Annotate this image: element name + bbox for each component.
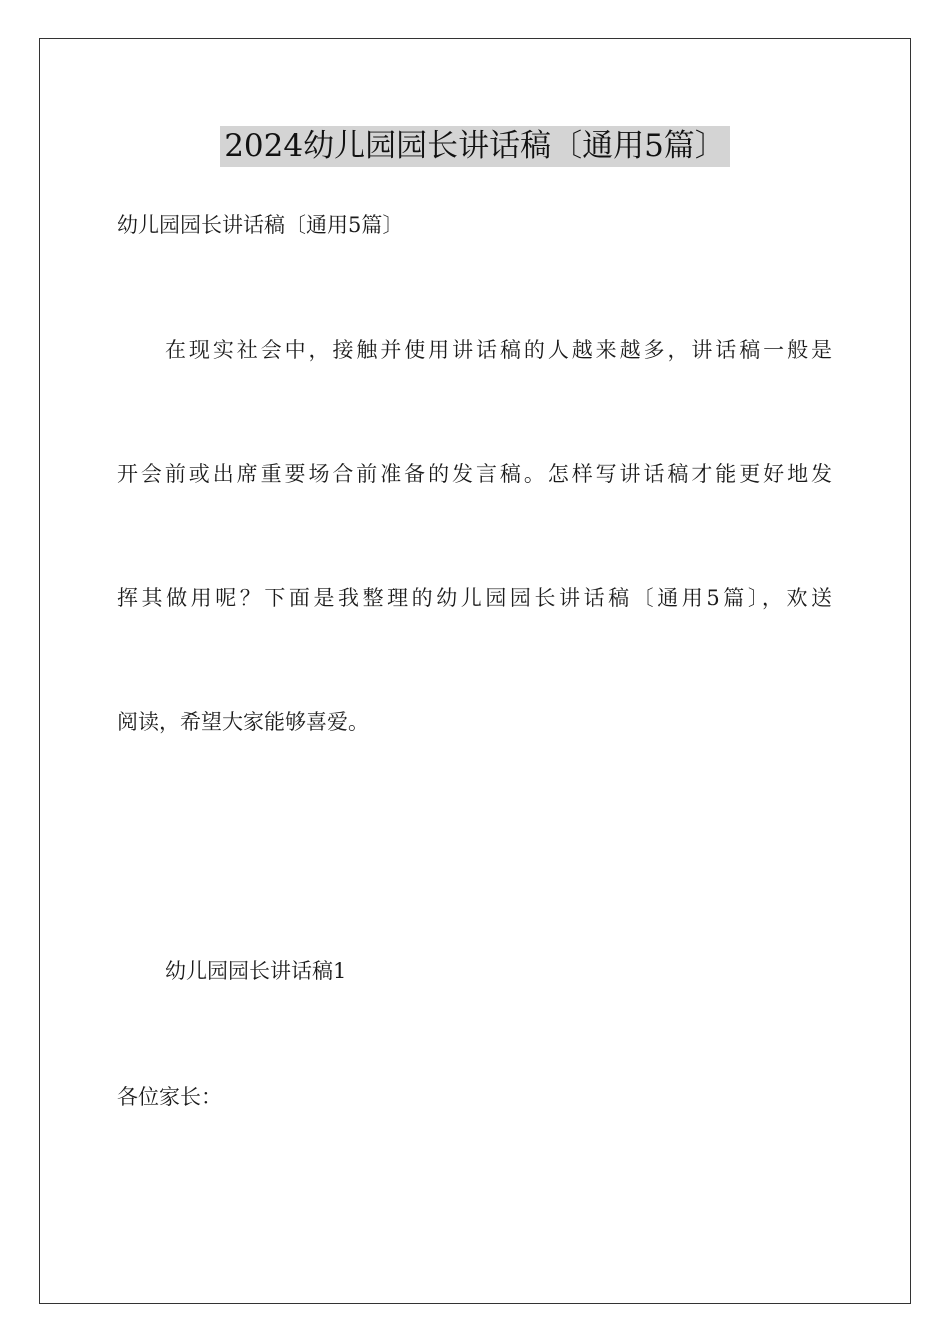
intro-paragraph-line-3: 挥其做用呢？下面是我整理的幼儿园园长讲话稿〔通用5篇〕，欢送 [117, 586, 832, 610]
intro-paragraph-line-1: 在现实社会中，接触并使用讲话稿的人越来越多，讲话稿一般是 [165, 338, 832, 362]
intro-paragraph-line-4: 阅读，希望大家能够喜爱。 [117, 710, 369, 734]
intro-paragraph-line-2: 开会前或出席重要场合前准备的发言稿。怎样写讲话稿才能更好地发 [117, 462, 832, 486]
section-heading: 幼儿园园长讲话稿1 [165, 959, 347, 983]
document-title: 2024幼儿园园长讲话稿〔通用5篇〕 [220, 126, 730, 167]
document-subtitle: 幼儿园园长讲话稿〔通用5篇〕 [117, 213, 404, 237]
title-container [0, 126, 950, 167]
salutation: 各位家长： [117, 1085, 222, 1109]
